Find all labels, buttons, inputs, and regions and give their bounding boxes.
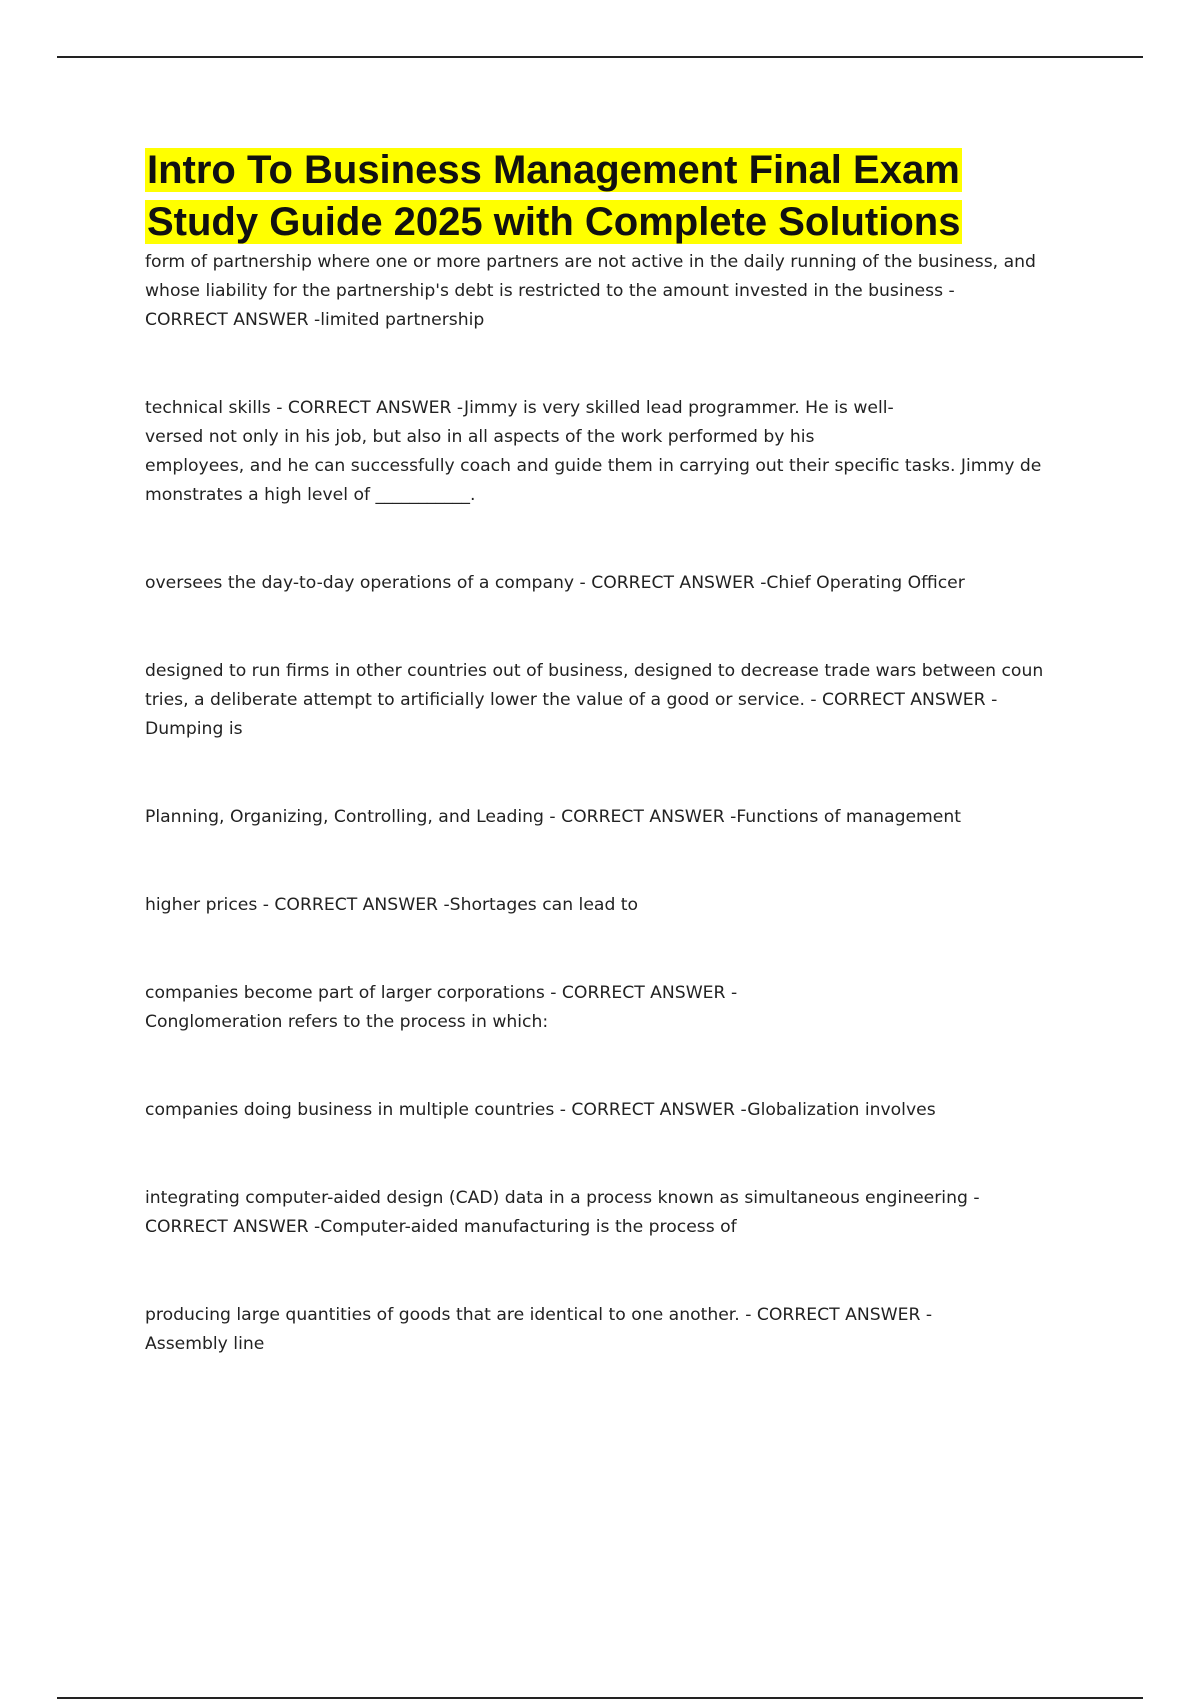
qa-item-9: integrating computer-aided design (CAD) data in a process known as simultaneous engineering - CORRECT ANSWER -Computer-aided manufacturing is the process of [145,1188,980,1237]
qa-item-5: Planning, Organizing, Controlling, and Leading - CORRECT ANSWER -Functions of management [145,807,962,827]
document-body [145,144,1095,1359]
qa-item-3: oversees the day-to-day operations of a company - CORRECT ANSWER -Chief Operating Officer [145,573,965,593]
qa-item-7: companies become part of larger corporations - CORRECT ANSWER - Conglomeration refers to the process in which: [145,983,738,1032]
title-line-1: Intro To Business Management Final Exam [147,148,960,192]
header-rule [57,56,1143,58]
footer-rule [57,1697,1143,1699]
document-title [145,144,1095,248]
qa-item-8: companies doing business in multiple countries - CORRECT ANSWER -Globalization involves [145,1100,936,1120]
title-line-2: Study Guide 2025 with Complete Solutions [147,200,961,244]
qa-item-10: producing large quantities of goods that are identical to one another. - CORRECT ANSWER - Assembly line [145,1305,933,1354]
qa-item-6: higher prices - CORRECT ANSWER -Shortages can lead to [145,895,639,915]
qa-item-1: form of partnership where one or more partners are not active in the daily running of the business, and whose liability for the partnership's debt is restricted to the amount invested in the business - CORRECT ANSWER -limited partnership [145,252,1036,330]
qa-item-4: designed to run firms in other countries out of business, designed to decrease trade wars between coun tries, a deliberate attempt to artificially lower the value of a good or service. - CORRECT ANSWER - Dumping is [145,661,1044,739]
qa-item-2: technical skills - CORRECT ANSWER -Jimmy is very skilled lead programmer. He is well- versed not only in his job, but also in all aspects of the work performed by his employees, and he can successfully coach and guide them in carrying out their specific tasks. Jimmy de monstrates a high level of ___________. [145,398,1042,505]
